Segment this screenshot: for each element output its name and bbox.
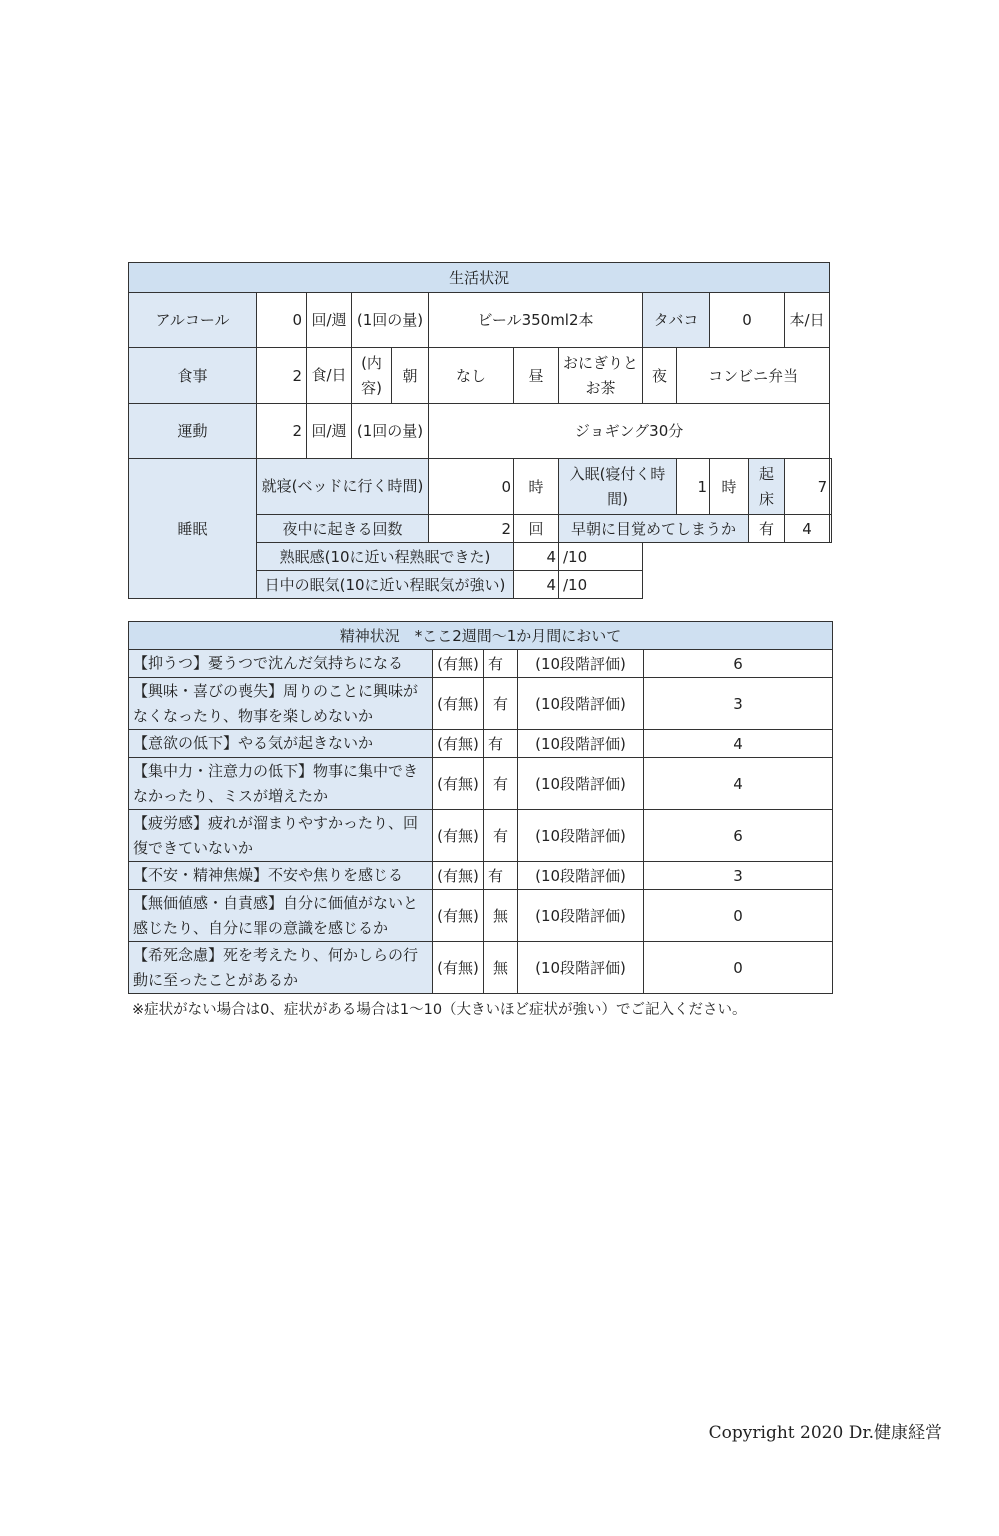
symptom-label: 【無価値感・自責感】自分に価値がないと感じたり、自分に罪の意識を感じるか bbox=[129, 890, 433, 942]
exercise-amount-label: (1回の量) bbox=[352, 404, 429, 459]
meal-content-label: (内容) bbox=[352, 348, 392, 404]
scale-label: (10段階評価) bbox=[518, 678, 644, 730]
alcohol-unit: 回/週 bbox=[307, 293, 352, 348]
presence-value: 有 bbox=[484, 810, 518, 862]
meal-night-label: 夜 bbox=[643, 348, 677, 404]
mental-status-table bbox=[128, 621, 833, 994]
table-row bbox=[129, 862, 833, 890]
scale-label: (10段階評価) bbox=[518, 862, 644, 890]
meal-unit: 食/日 bbox=[307, 348, 352, 404]
symptom-label: 【希死念慮】死を考えたり、何かしらの行動に至ったことがあるか bbox=[129, 942, 433, 994]
symptom-label: 【興味・喜びの喪失】周りのことに興味がなくなったり、物事を楽しめないか bbox=[129, 678, 433, 730]
copyright-text: Copyright 2020 Dr.健康経営 bbox=[708, 1423, 942, 1443]
score-value: 4 bbox=[644, 730, 833, 758]
alcohol-label: アルコール bbox=[129, 293, 257, 348]
sleep-label: 睡眠 bbox=[129, 459, 257, 599]
symptom-label: 【意欲の低下】やる気が起きないか bbox=[129, 730, 433, 758]
wake-unit bbox=[830, 459, 832, 515]
presence-value: 有 bbox=[484, 650, 518, 678]
meal-night: コンビニ弁当 bbox=[677, 348, 830, 404]
presence-label: (有無) bbox=[433, 942, 484, 994]
early-wake-hour: 4 bbox=[785, 515, 830, 543]
symptom-label: 【疲労感】疲れが溜まりやすかったり、回復できていないか bbox=[129, 810, 433, 862]
score-value: 3 bbox=[644, 678, 833, 730]
night-wake-value: 2 bbox=[429, 515, 514, 543]
early-wake-label: 早朝に目覚めてしまうか bbox=[559, 515, 749, 543]
night-wake-label: 夜中に起きる回数 bbox=[257, 515, 429, 543]
tobacco-unit: 本/日 bbox=[785, 293, 830, 348]
presence-value: 無 bbox=[484, 890, 518, 942]
presence-value: 有 bbox=[484, 862, 518, 890]
sleep-onset-unit: 時 bbox=[710, 459, 749, 515]
presence-label: (有無) bbox=[433, 862, 484, 890]
meal-morning-label: 朝 bbox=[392, 348, 429, 404]
meal-morning: なし bbox=[429, 348, 514, 404]
scale-label: (10段階評価) bbox=[518, 758, 644, 810]
exercise-amount: ジョギング30分 bbox=[429, 404, 830, 459]
meal-label: 食事 bbox=[129, 348, 257, 404]
presence-value: 有 bbox=[484, 678, 518, 730]
score-value: 6 bbox=[644, 650, 833, 678]
alcohol-count: 0 bbox=[257, 293, 307, 348]
table-row bbox=[129, 650, 833, 678]
meal-count: 2 bbox=[257, 348, 307, 404]
scale-label: (10段階評価) bbox=[518, 810, 644, 862]
presence-label: (有無) bbox=[433, 678, 484, 730]
early-wake-value: 有 bbox=[749, 515, 785, 543]
scale-label: (10段階評価) bbox=[518, 730, 644, 758]
meal-noon-label: 昼 bbox=[514, 348, 559, 404]
exercise-count: 2 bbox=[257, 404, 307, 459]
presence-value: 有 bbox=[484, 730, 518, 758]
life-status-table bbox=[128, 262, 832, 599]
meal-noon: おにぎりとお茶 bbox=[559, 348, 643, 404]
bedtime-label: 就寝(ベッドに行く時間) bbox=[257, 459, 429, 515]
table-row bbox=[129, 758, 833, 810]
table-row bbox=[129, 942, 833, 994]
tobacco-label: タバコ bbox=[643, 293, 710, 348]
scale-label: (10段階評価) bbox=[518, 942, 644, 994]
table-row bbox=[129, 678, 833, 730]
symptom-label: 【抑うつ】憂うつで沈んだ気持ちになる bbox=[129, 650, 433, 678]
daytime-sleepiness-scale: /10 bbox=[559, 571, 643, 599]
wake-value: 7 bbox=[785, 459, 830, 515]
mental-status-title: 精神状況 *ここ2週間〜1か月間において bbox=[129, 622, 833, 650]
presence-label: (有無) bbox=[433, 730, 484, 758]
life-status-title: 生活状況 bbox=[129, 263, 830, 293]
score-value: 6 bbox=[644, 810, 833, 862]
presence-label: (有無) bbox=[433, 758, 484, 810]
presence-label: (有無) bbox=[433, 650, 484, 678]
bedtime-unit: 時 bbox=[514, 459, 559, 515]
table-row bbox=[129, 890, 833, 942]
exercise-unit: 回/週 bbox=[307, 404, 352, 459]
presence-label: (有無) bbox=[433, 890, 484, 942]
score-value: 3 bbox=[644, 862, 833, 890]
score-value: 0 bbox=[644, 890, 833, 942]
table-row bbox=[129, 730, 833, 758]
symptom-label: 【不安・精神焦燥】不安や焦りを感じる bbox=[129, 862, 433, 890]
table-row bbox=[129, 810, 833, 862]
deep-sleep-value: 4 bbox=[514, 543, 559, 571]
score-value: 0 bbox=[644, 942, 833, 994]
daytime-sleepiness-value: 4 bbox=[514, 571, 559, 599]
presence-value: 無 bbox=[484, 942, 518, 994]
alcohol-amount-label: (1回の量) bbox=[352, 293, 429, 348]
symptom-label: 【集中力・注意力の低下】物事に集中できなかったり、ミスが増えたか bbox=[129, 758, 433, 810]
deep-sleep-label: 熟眠感(10に近い程熟眠できた) bbox=[257, 543, 514, 571]
early-wake-unit bbox=[830, 515, 832, 543]
night-wake-unit: 回 bbox=[514, 515, 559, 543]
presence-value: 有 bbox=[484, 758, 518, 810]
tobacco-count: 0 bbox=[710, 293, 785, 348]
scoring-note: ※症状がない場合は0、症状がある場合は1〜10（大きいほど症状が強い）でご記入ください。 bbox=[132, 1002, 747, 1018]
bedtime-value: 0 bbox=[429, 459, 514, 515]
scale-label: (10段階評価) bbox=[518, 650, 644, 678]
daytime-sleepiness-label: 日中の眠気(10に近い程眠気が強い) bbox=[257, 571, 514, 599]
sleep-onset-label: 入眠(寝付く時間) bbox=[559, 459, 677, 515]
sleep-onset-value: 1 bbox=[677, 459, 710, 515]
alcohol-amount: ビール350ml2本 bbox=[429, 293, 643, 348]
wake-label: 起床 bbox=[749, 459, 785, 515]
exercise-label: 運動 bbox=[129, 404, 257, 459]
presence-label: (有無) bbox=[433, 810, 484, 862]
scale-label: (10段階評価) bbox=[518, 890, 644, 942]
score-value: 4 bbox=[644, 758, 833, 810]
deep-sleep-scale: /10 bbox=[559, 543, 643, 571]
